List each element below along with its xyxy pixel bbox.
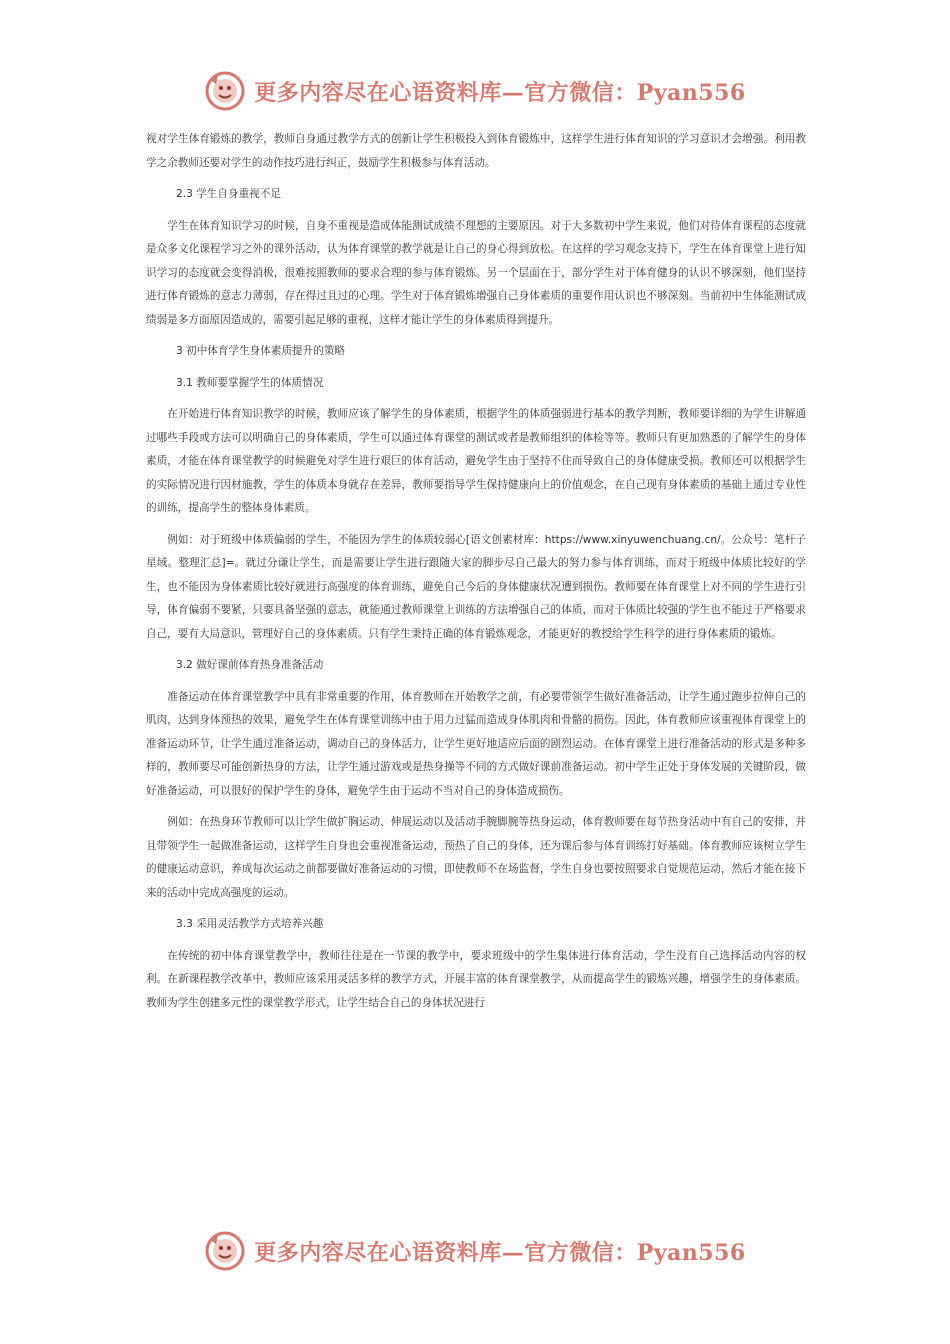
body-paragraph: 在开始进行体育知识教学的时候，教师应该了解学生的身体素质，根据学生的体质强弱进行基本的教学判断，教师要详细的为学生讲解通过哪些手段或方法可以明确自己的身体素质，学生可以通过体育课堂的测试或者是教师组织的体检等等。教师只有更加熟悉的了解学生的身体素质，才能在体育课堂教学的时候避免对学生进行艰巨的体育活动，避免学生由于坚持不住而导致自己的身体健康受损。教师还可以根据学生的实际情况进行因材施教，学生的体质本身就存在差异，教师要指导学生保持健康向上的价值观念，在自己现有身体素质的基础上通过专业性的训练，提高学生的整体身体素质。 [146,408,806,514]
body-paragraph: 视对学生体育锻炼的教学，教师自身通过教学方式的创新让学生积极投入到体育锻炼中，这样学生进行体育知识的学习意识才会增强。利用教学之余教师还要对学生的动作技巧进行纠正，鼓励学生积极参与体育活动。 [146,133,806,169]
section-heading: 3 初中体育学生身体素质提升的策略 [176,345,346,357]
body-paragraph: 例如：对于班级中体质偏弱的学生，不能因为学生的体质较弱心[语文创素材库：https://www.xinyuwenchuang.cn/。公众号：笔杆子星域。整理汇总]=。就过分谦让学生，而是需要让学生进行跟随大家的脚步尽自己最大的努力参与体育训练，而对于班级中体质比较好的学生，也不能因为身体素质比较好就进行高强度的体育训练，避免自己今后的身体健康状况遭到损伤。教师要在体育课堂上对不同的学生进行引导，体育偏弱不要紧，只要具备坚强的意志，就能通过教师课堂上训练的方法增强自己的体质，而对于体质比较强的学生也不能过于严格要求自己，要有大局意识，管理好自己的身体素质。只有学生秉持正确的体育锻炼观念，才能更好的教授给学生科学的进行身体素质的锻炼。 [146,533,806,640]
body-paragraph: 学生在体育知识学习的时候，自身不重视是造成体能测试成绩不理想的主要原因。对于大多数初中学生来说，他们对待体育课程的态度就是众多文化课程学习之外的课外活动，认为体育课堂的教学就是让自己的身心得到放松。在这样的学习观念支持下，学生在体育课堂上进行知识学习的态度就会变得消极，很难按照教师的要求合理的参与体育锻炼。另一个层面在于，部分学生对于体育健身的认识不够深刻，他们坚持进行体育锻炼的意志力薄弱，存在得过且过的心理。学生对于体育锻炼增强自己身体素质的重要作用认识也不够深刻。当前初中生体能测试成绩弱是多方面原因造成的，需要引起足够的重视，这样才能让学生的身体素质得到提升。 [146,219,806,326]
section-heading: 2.3 学生自身重视不足 [176,188,281,200]
body-paragraph: 在传统的初中体育课堂教学中，教师往往是在一节课的教学中，要求班级中的学生集体进行体育活动，学生没有自己选择活动内容的权利。在新课程教学改革中，教师应该采用灵活多样的教学方式，开展丰富的体育课堂教学，从而提高学生的锻炼兴趣，增强学生的身体素质。教师为学生创建多元性的课堂教学形式，让学生结合自己的身体状况进行 [146,949,806,1009]
body-paragraph: 准备运动在体育课堂教学中具有非常重要的作用，体育教师在开始教学之前，有必要带领学生做好准备活动，让学生通过跑步拉伸自己的肌肉，达到身体预热的效果，避免学生在体育课堂训练中由于用力过猛而造成身体肌肉和骨骼的损伤。因此，体育教师应该重视体育课堂上的准备运动环节，让学生通过准备运动，调动自己的身体活力，让学生更好地适应后面的剧烈运动。在体育课堂上进行准备活动的形式是多种多样的，教师要尽可能创新热身的方法，让学生通过游戏或是热身操等不同的方式做好课前准备运动。初中学生正处于身体发展的关键阶段，做好准备运动，可以很好的保护学生的身体，避免学生由于运动不当对自己的身体造成损伤。 [146,690,806,797]
footer-banner [0,1226,950,1276]
section-heading: 3.3 采用灵活教学方式培养兴趣 [176,918,324,930]
section-heading: 3.1 教师要掌握学生的体质情况 [176,376,324,389]
body-paragraph: 例如：在热身环节教师可以让学生做扩胸运动、伸展运动以及活动手腕脚腕等热身运动，体育教师要在每节热身活动中有自己的安排，并且带领学生一起做准备运动，这样学生自身也会重视准备运动，预热了自己的身体，还为课后参与体育训练打好基础。体育教师应该树立学生的健康运动意识，养成每次运动之前都要做好准备运动的习惯，即使教师不在场监督，学生自身也要按照要求自觉规范运动，然后才能在接下来的活动中完成高强度的运动。 [146,816,806,899]
mascot-logo-icon [204,70,246,112]
banner-text: 更多内容尽在心语资料库—官方微信：Pyan556 [254,1239,746,1266]
banner-text: 更多内容尽在心语资料库—官方微信：Pyan556 [254,79,746,106]
document-body [146,128,806,1023]
mascot-logo-icon [204,1230,246,1272]
header-banner [0,66,950,116]
section-heading: 3.2 做好课前体育热身准备活动 [176,659,324,671]
